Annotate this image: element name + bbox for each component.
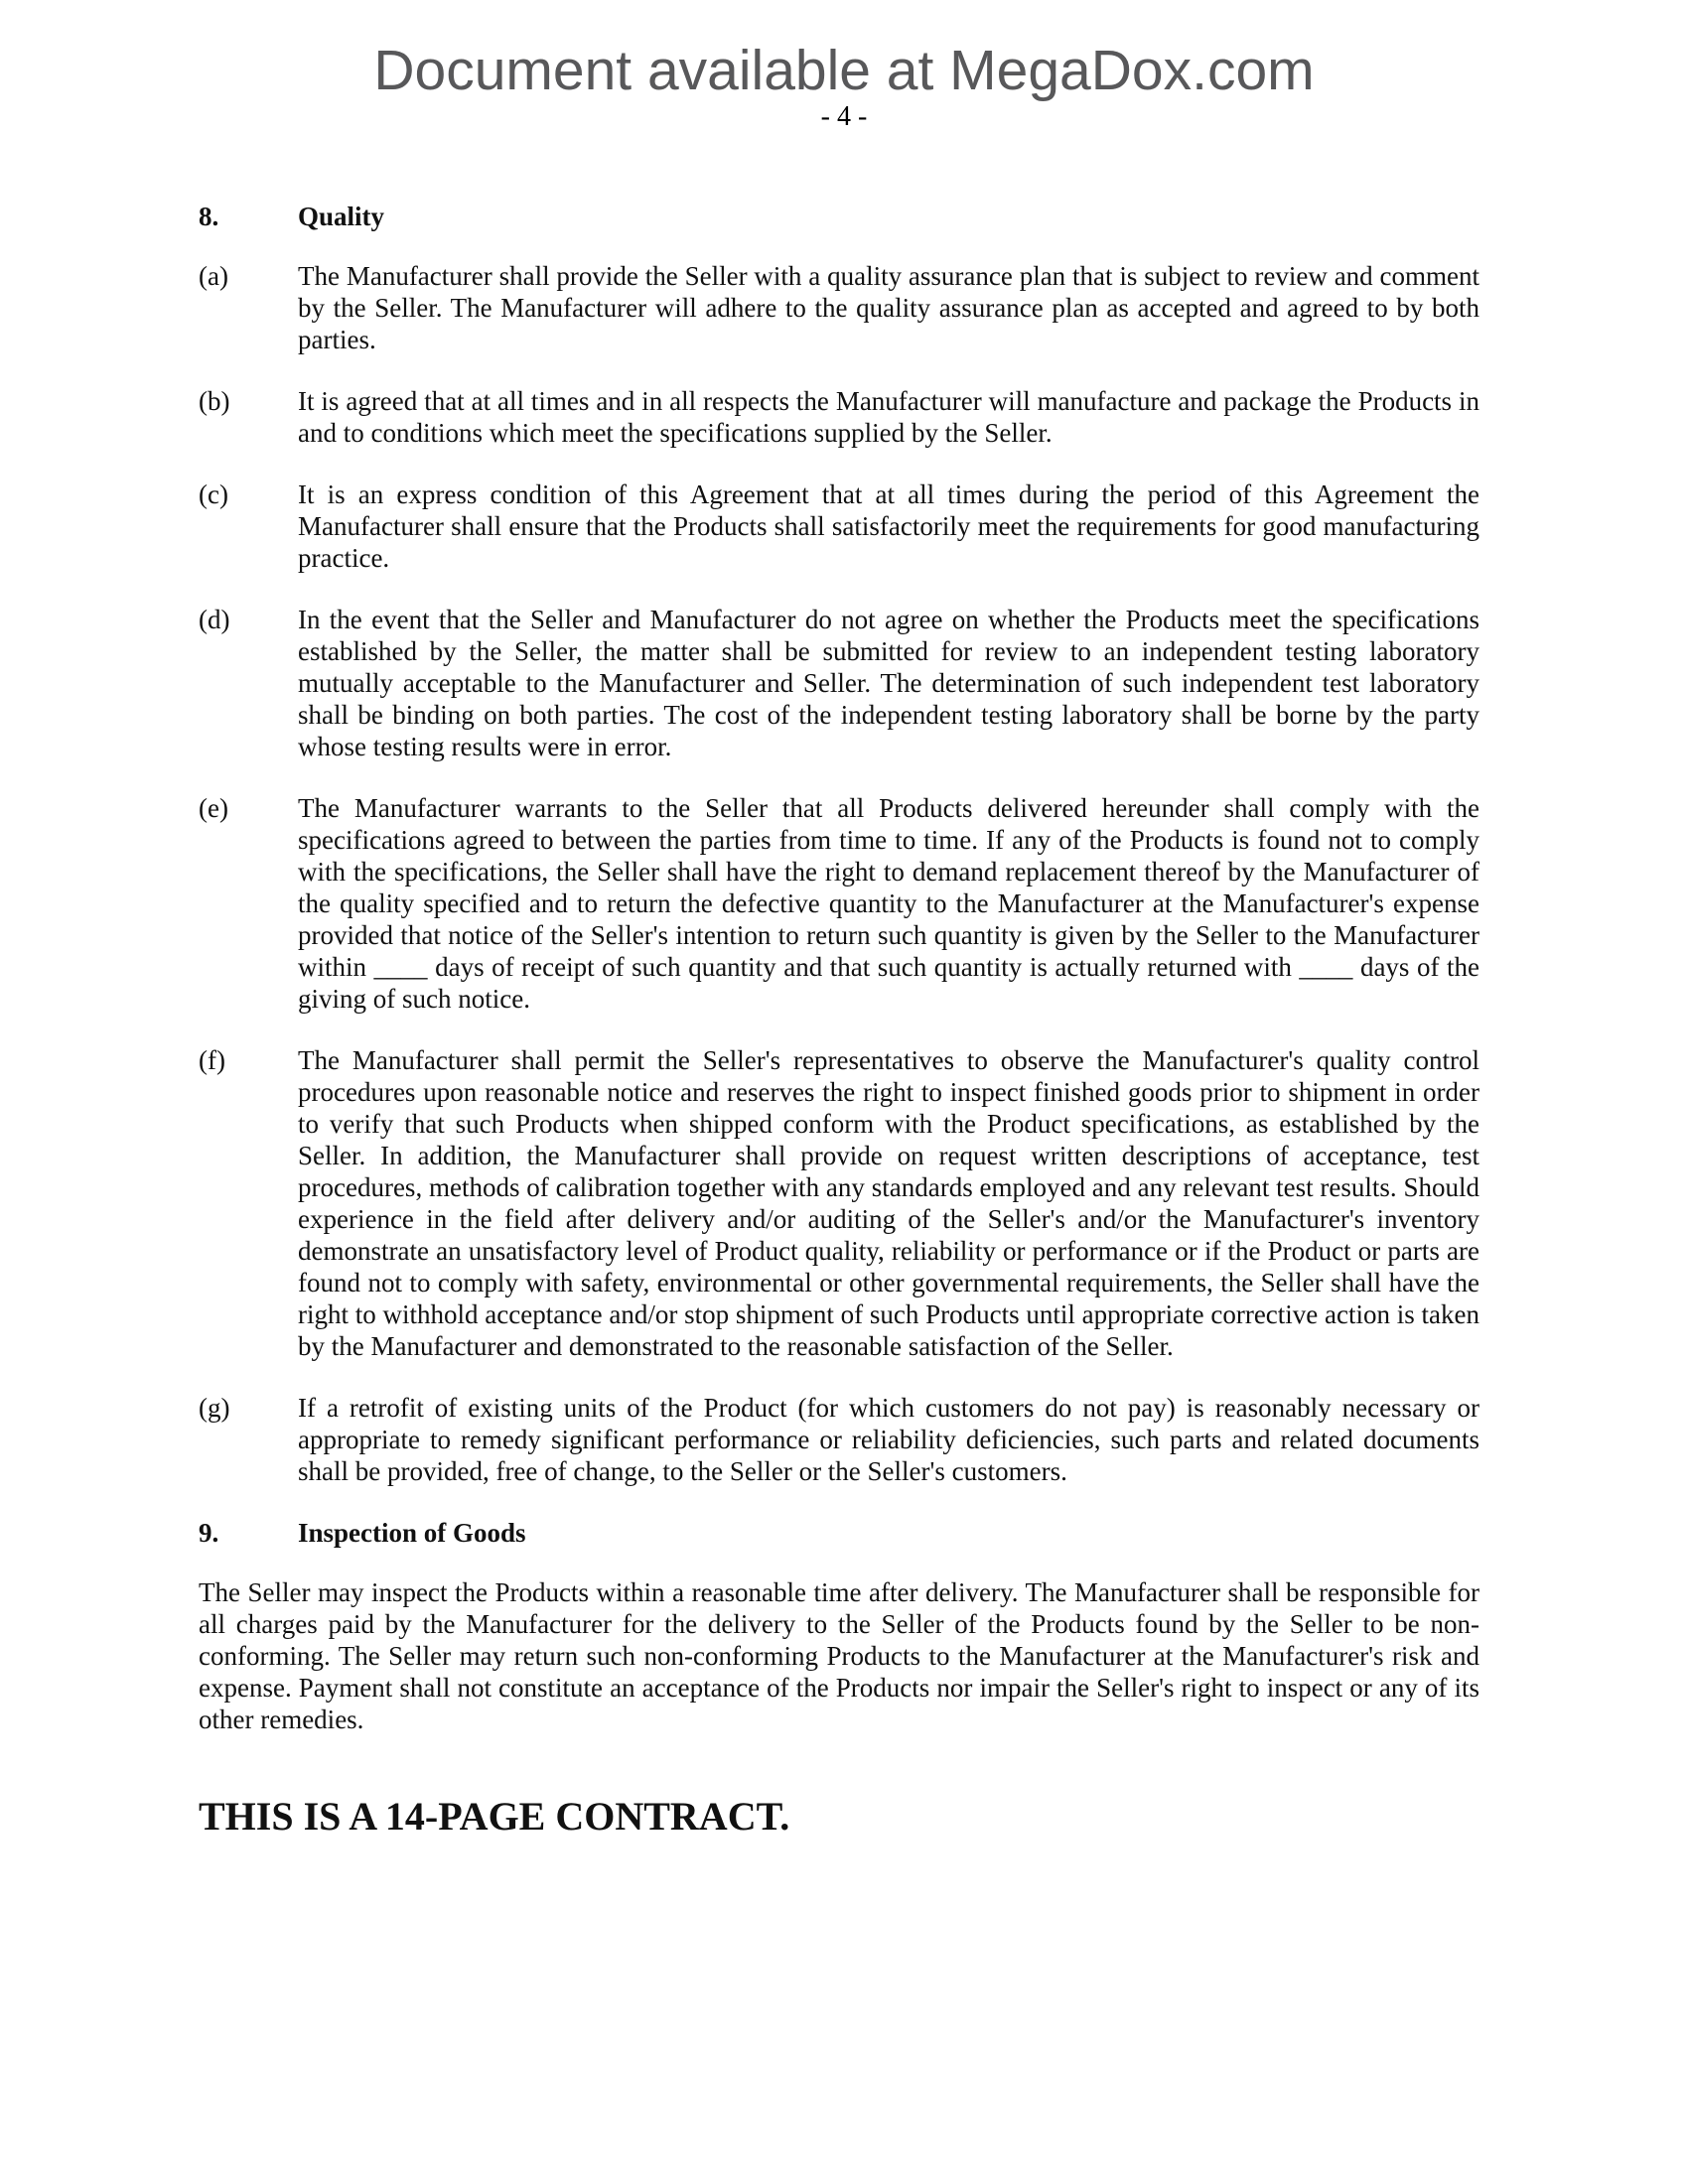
section-number: 9. xyxy=(199,1518,219,1548)
clause-label: (b) xyxy=(199,386,230,416)
clause-label: (a) xyxy=(199,261,228,291)
clause-text: It is an express condition of this Agreement that at all times during the period of this Agreement the Manufacturer shall ensure that the Products shall satisfactorily meet the requirements for good manufacturing practice. xyxy=(298,479,1479,573)
clause-label: (f) xyxy=(199,1045,225,1075)
clause-item-f xyxy=(199,1044,1479,1362)
clause-item-c xyxy=(199,478,1479,574)
clause-item-b xyxy=(199,385,1479,449)
clause-text: If a retrofit of existing units of the Product (for which customers do not pay) is reasonably necessary or appropriate to remedy significant performance or reliability deficiencies, such parts and related documents shall be provided, free of change, to the Seller or the Seller's customers. xyxy=(298,1393,1479,1486)
clause-item-a xyxy=(199,260,1479,355)
clause-item-e xyxy=(199,792,1479,1015)
clause-label: (g) xyxy=(199,1393,230,1423)
section-heading-quality xyxy=(199,201,1479,232)
clause-text: It is agreed that at all times and in all respects the Manufacturer will manufacture and package the Products in and to conditions which meet the specifications supplied by the Seller. xyxy=(298,386,1479,448)
clause-text: The Manufacturer shall provide the Seller with a quality assurance plan that is subject to review and comment by the Seller. The Manufacturer will adhere to the quality assurance plan as accepted and agreed to by both parties. xyxy=(298,261,1479,354)
section-title: Inspection of Goods xyxy=(298,1518,526,1548)
section-number: 8. xyxy=(199,202,219,231)
section-heading-inspection-of-goods xyxy=(199,1517,1479,1549)
contract-content xyxy=(199,201,1479,1841)
clause-text: The Manufacturer warrants to the Seller that all Products delivered hereunder shall comply with the specifications agreed to between the parties from time to time. If any of the Products is found not to comply with the specifications, the Seller shall have the right to demand replacement thereof by the Manufacturer of the quality specified and to return the defective quantity to the Manufacturer at the Manufacturer's expense provided that notice of the Seller's intention to return such quantity is given by the Seller to the Manufacturer within ____ days of receipt of such quantity and that such quantity is actually returned with ____ days of the giving of such notice. xyxy=(298,793,1479,1014)
clause-text: In the event that the Seller and Manufacturer do not agree on whether the Products meet the specifications established by the Seller, the matter shall be submitted for review to an independent testing laboratory mutually acceptable to the Manufacturer and Seller. The determination of such independent test laboratory shall be binding on both parties. The cost of the independent testing laboratory shall be borne by the party whose testing results were in error. xyxy=(298,605,1479,761)
section-title: Quality xyxy=(298,202,385,231)
clause-item-d xyxy=(199,604,1479,762)
page-count-note: THIS IS A 14-PAGE CONTRACT. xyxy=(199,1794,790,1839)
clause-item-g xyxy=(199,1392,1479,1487)
watermark-text: Document available at MegaDox.com xyxy=(373,39,1315,102)
clause-label: (c) xyxy=(199,479,228,509)
clause-text: The Manufacturer shall permit the Seller's representatives to observe the Manufacturer's quality control procedures upon reasonable notice and reserves the right to inspect finished goods prior to shipment in order to verify that such Products when shipped conform with the Product specifications, as established by the Seller. In addition, the Manufacturer shall provide on request written descriptions of acceptance, test procedures, methods of calibration together with any standards employed and any relevant test results. Should experience in the field after delivery and/or auditing of the Seller's and/or the Manufacturer's inventory demonstrate an unsatisfactory level of Product quality, reliability or performance or if the Product or parts are found not to comply with safety, environmental or other governmental requirements, the Seller shall have the right to withhold acceptance and/or stop shipment of such Products until appropriate corrective action is taken by the Manufacturer and demonstrated to the reasonable satisfaction of the Seller. xyxy=(298,1045,1479,1361)
page-number: - 4 - xyxy=(820,101,868,132)
clause-label: (e) xyxy=(199,793,228,823)
section-body-paragraph: The Seller may inspect the Products within a reasonable time after delivery. The Manufacturer shall be responsible for all charges paid by the Manufacturer for the delivery to the Seller of the Products found by the Seller to be non-conforming. The Seller may return such non-conforming Products to the Manufacturer at the Manufacturer's risk and expense. Payment shall not constitute an acceptance of the Products nor impair the Seller's right to inspect or any of its other remedies. xyxy=(199,1577,1479,1734)
clause-label: (d) xyxy=(199,605,230,634)
